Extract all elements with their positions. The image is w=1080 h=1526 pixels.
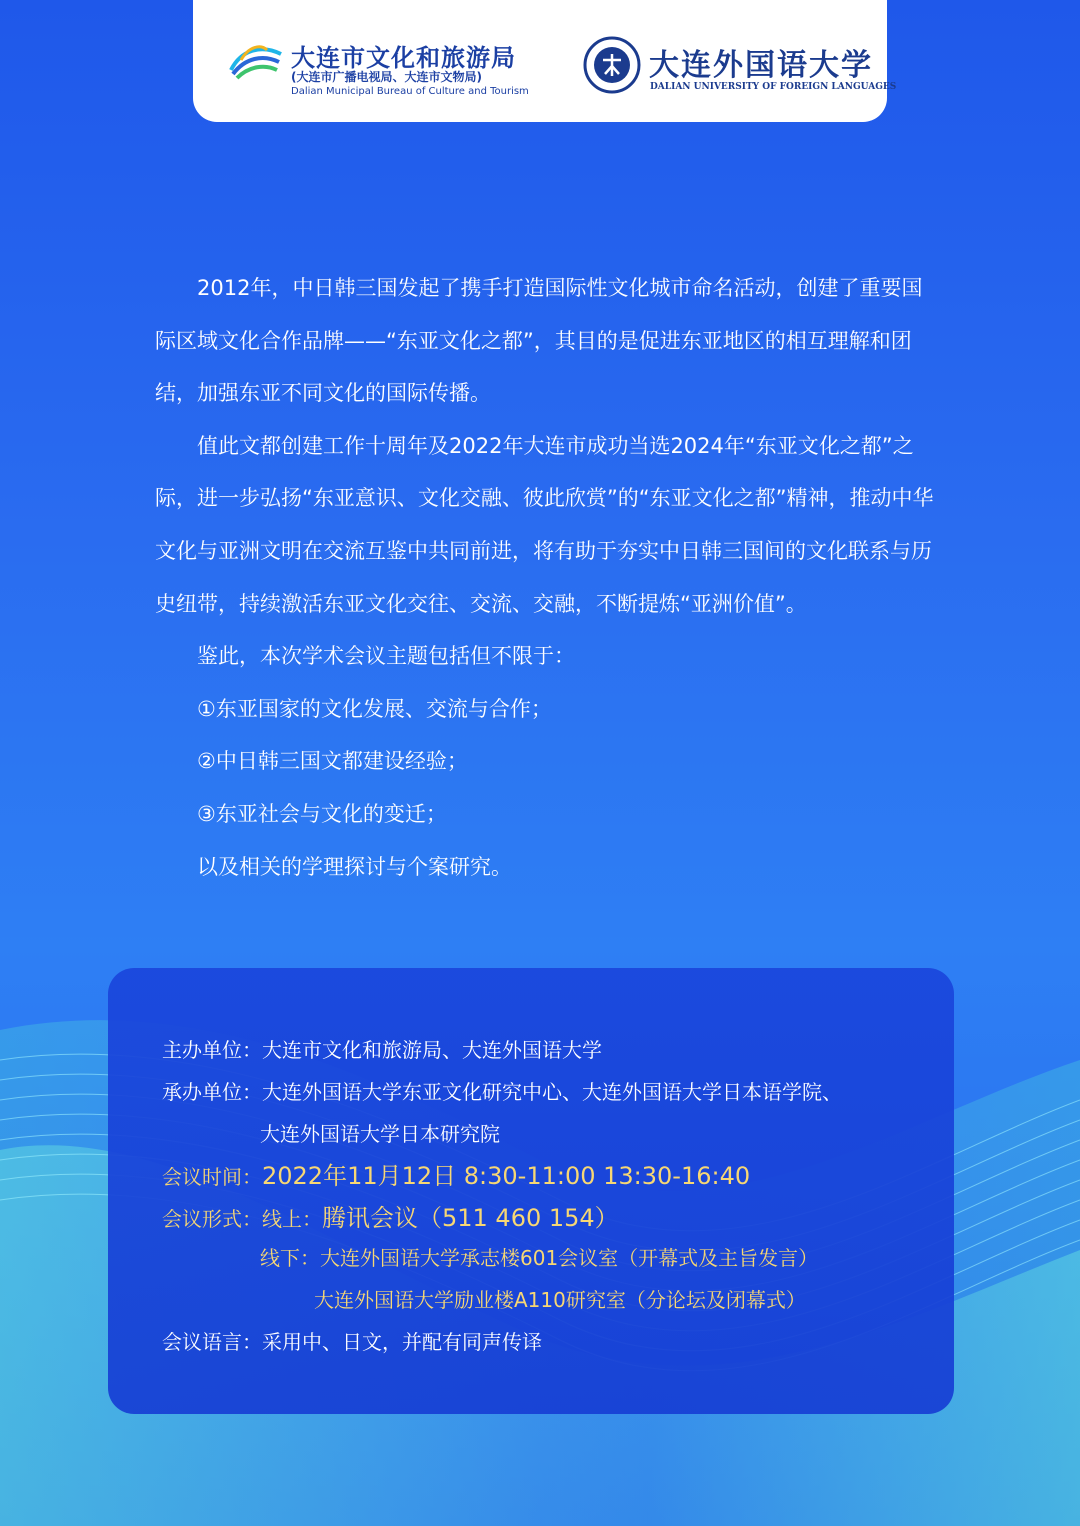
topic-item: ①东亚国家的文化发展、交流与合作； [197,696,552,721]
time-label: 会议时间： [162,1165,262,1189]
undertaker-label: 承办单位： [162,1080,262,1104]
university-seal-icon [583,36,641,94]
time-row [162,1156,750,1191]
topics-closing: 以及相关的学理探讨与个案研究。 [197,854,512,879]
organizer-value: 大连市文化和旅游局、大连外国语大学 [262,1038,602,1062]
conference-info-box [108,968,954,1414]
language-value: 采用中、日文，并配有同声传译 [262,1330,542,1354]
time-value: 2022年11月12日 8:30-11:00 13:30-16:40 [262,1162,751,1190]
university-name: 大连外国语大学 [649,48,873,83]
offline-venue-sub: 大连外国语大学励业楼A110研究室（分论坛及闭幕式） [314,1288,806,1312]
online-value: 腾讯会议（511 460 154） [322,1204,619,1232]
bureau-english-name: Dalian Municipal Bureau of Culture and Tourism [291,86,529,97]
bureau-name: 大连市文化和旅游局 [291,44,516,72]
organizer-row [162,1034,602,1063]
university-english-name: DALIAN UNIVERSITY OF FOREIGN LANGUAGES [650,82,897,92]
topic-item: ②中日韩三国文都建设经验； [197,749,468,774]
paragraph-topics-intro: 鉴此，本次学术会议主题包括但不限于： [197,644,575,669]
offline-row [260,1242,818,1271]
offline-label: 线下： [260,1246,320,1270]
language-row [162,1326,542,1355]
header-card [193,0,897,122]
paragraph-background: 2012年，中日韩三国发起了携手打造国际性文化城市命名活动，创建了重要国际区域文化合作品牌——“东亚文化之都”，其目的是促进东亚地区的相互理解和团结，加强东亚不同文化的国际传播。 [155,276,923,406]
offline-row-continued [314,1284,806,1313]
format-row [162,1198,619,1233]
paragraph-significance: 值此文都创建工作十周年及2022年大连市成功当选2024年“东亚文化之都”之际，进一步弘扬“东亚意识、文化交融、彼此欣赏”的“东亚文化之都”精神，推动中华文化与亚洲文明在交流互鉴中共同前进，将有助于夯实中日韩三国间的文化联系与历史纽带，持续激活东亚文化交往、交流、交融，不断提炼“亚洲价值”。 [155,433,934,616]
undertaker-row [162,1076,842,1105]
bureau-logo-icon [227,36,285,84]
online-label: 线上： [262,1207,322,1231]
intro-text [155,262,935,893]
topic-item: ③东亚社会与文化的变迁； [197,801,447,826]
organizer-label: 主办单位： [162,1038,262,1062]
undertaker-value: 大连外国语大学日本研究院 [260,1122,500,1146]
undertaker-value: 大连外国语大学东亚文化研究中心、大连外国语大学日本语学院、 [262,1080,842,1104]
language-label: 会议语言： [162,1330,262,1354]
offline-venue-main: 大连外国语大学承志楼601会议室（开幕式及主旨发言） [320,1246,819,1270]
bureau-subtitle: (大连市广播电视局、大连市文物局) [291,70,482,84]
format-label: 会议形式： [162,1207,262,1231]
undertaker-row-continued [260,1118,500,1147]
